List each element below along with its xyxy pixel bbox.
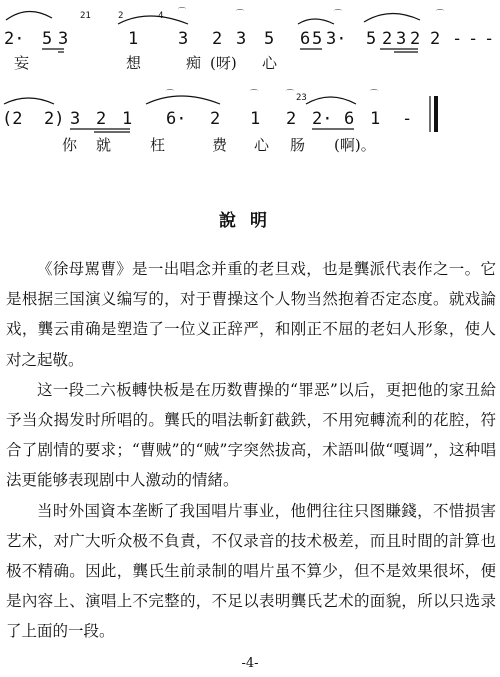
slur xyxy=(364,13,420,22)
note: 5 xyxy=(264,29,275,49)
note: 6 xyxy=(344,109,355,129)
note: 2) xyxy=(44,109,65,129)
note: 3 xyxy=(58,29,69,49)
lyric: 枉 xyxy=(150,136,166,154)
note: 3· xyxy=(326,29,347,49)
svg-text:⌒: ⌒ xyxy=(236,9,244,18)
note: 1 xyxy=(128,29,139,49)
note: 2 xyxy=(212,29,223,49)
lyric: (呀) xyxy=(210,54,237,72)
lyrics-line-2 xyxy=(0,134,500,154)
note: 2 xyxy=(286,109,297,129)
svg-text:⌒: ⌒ xyxy=(178,7,186,16)
lyric: 痴 xyxy=(186,54,202,72)
grace-note: 4 xyxy=(158,11,164,21)
grace-note: 2 xyxy=(118,11,124,21)
note: 1 xyxy=(250,109,261,129)
slur xyxy=(306,97,356,104)
svg-text:⌒: ⌒ xyxy=(250,89,258,98)
paragraph-3: 当时外国資本垄断了我国唱片事业，他們往往只图賺錢，不惜损害艺术，对广大听众极不負責，不仅录音的技术极差，而且时間的計算也极不精确。因此，龔氏生前录制的唱片虽不算少，但不是效果很坏，便是內容上、演唱上不完整的，不足以表明龔氏艺术的面貌，所以只选录了上面的一段。 xyxy=(6,501,496,641)
page-number: -4- xyxy=(241,656,259,671)
note: 2 xyxy=(210,109,221,129)
slur xyxy=(4,98,54,104)
note: 2· xyxy=(4,29,25,49)
note: 6· xyxy=(166,109,187,129)
note: - xyxy=(484,29,495,49)
grace-note: 23 xyxy=(296,93,307,103)
note: - xyxy=(402,109,413,129)
note: 3 xyxy=(70,109,81,129)
svg-text:⌒: ⌒ xyxy=(286,89,294,98)
note: 5 xyxy=(42,29,53,49)
lyric: 想 xyxy=(126,54,142,72)
lyric: (啊)。 xyxy=(334,136,376,154)
lyric: 就 xyxy=(96,136,112,154)
lyric: 心 xyxy=(262,54,278,72)
svg-text:⌒: ⌒ xyxy=(436,9,444,18)
note: 5 xyxy=(366,29,377,49)
note: 6 xyxy=(300,29,311,49)
note: 1 xyxy=(370,109,381,129)
paragraph-2: 这一段二六板轉快板是在历数曹操的“罪恶”以后，更把他的家丑給予当众揭发时所唱的。龔氏的唱法斬釘截鉄，不用宛轉流利的花腔，符合了剧情的要求；“曹贼”的“贼”字突然拔高，术語叫做“嘎调”，这种唱法更能够表现剧中人激动的情緒。 xyxy=(6,380,496,490)
note: 2 xyxy=(96,109,107,129)
note: 2 xyxy=(410,29,421,49)
jianpu-score xyxy=(0,0,500,170)
note: 3 xyxy=(236,29,247,49)
lyric: 肠 xyxy=(290,136,306,154)
lyric: 妄 xyxy=(14,54,30,72)
svg-text:⌒: ⌒ xyxy=(166,89,174,98)
note: 1 xyxy=(122,109,133,129)
svg-text:⌒: ⌒ xyxy=(334,9,342,18)
note: 2 xyxy=(382,29,393,49)
section-title: 說明 xyxy=(219,211,281,231)
slur xyxy=(146,96,220,104)
lyric: 你 xyxy=(62,136,78,154)
lyric: 心 xyxy=(254,136,270,154)
grace-note: 21 xyxy=(80,11,91,21)
lyric: 费 xyxy=(212,136,228,154)
paragraph-1: 《徐母駡曹》是一出唱念并重的老旦戏，也是龔派代表作之一。它是根据三国演义编写的，对于曹操这个人物当然抱着否定态度。就戏論戏，龔云甫确是塑造了一位义正辞严，和刚正不屈的老妇人形象，使人对之起敬。 xyxy=(6,260,496,369)
explanation-text xyxy=(6,254,496,647)
note: 2 xyxy=(430,29,441,49)
slur xyxy=(118,16,188,24)
note: 3 xyxy=(178,29,189,49)
svg-text:⌒: ⌒ xyxy=(370,89,378,98)
note: 3 xyxy=(396,29,407,49)
note: (2 xyxy=(2,109,23,129)
note: 5 xyxy=(312,29,323,49)
slur xyxy=(298,19,334,24)
note: - xyxy=(468,29,479,49)
lyrics-line-1 xyxy=(0,52,500,72)
note: 2· xyxy=(312,109,333,129)
slur xyxy=(6,11,52,20)
note: - xyxy=(452,29,463,49)
